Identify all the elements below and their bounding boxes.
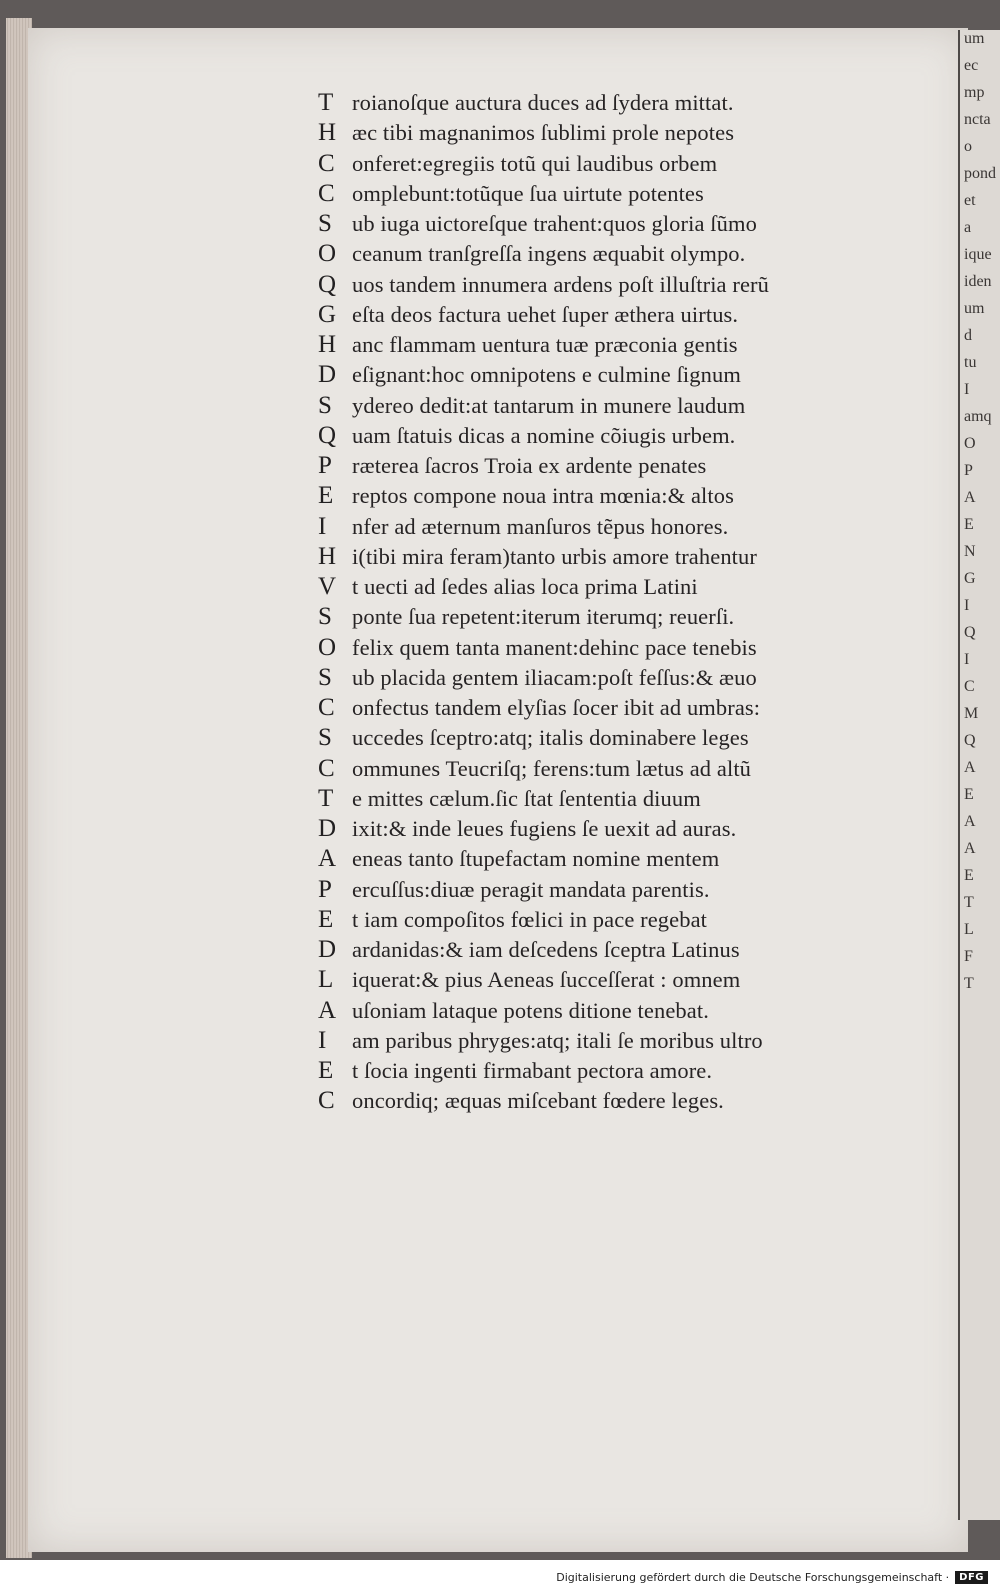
verse-text: ommunes Teucriſq; ferens:tum lætus ad altũ (352, 755, 752, 781)
verse-line (318, 693, 898, 723)
verse-line (318, 935, 898, 965)
verse-text: t iam compoſitos fœlici in pace regebat (352, 906, 708, 932)
verse-initial: C (318, 1087, 335, 1115)
verse-line (318, 512, 898, 542)
facing-page-line: amq (964, 408, 992, 425)
footer (556, 1571, 988, 1584)
facing-page-line: Q (964, 732, 976, 749)
verse-line (318, 421, 898, 451)
verse-initial: I (318, 512, 327, 540)
verse-initial: O (318, 240, 337, 268)
facing-page-line: M (964, 705, 979, 722)
verse-initial: A (318, 996, 337, 1024)
verse-text: oncordiq; æquas miſcebant fœdere leges. (352, 1088, 724, 1114)
verse-line (318, 1086, 898, 1116)
verse-line (318, 572, 898, 602)
verse-line (318, 633, 898, 663)
verse-line (318, 996, 898, 1026)
verse-initial: D (318, 815, 337, 842)
verse-text: uos tandem innumera ardens poſt illuſtria rerũ (352, 271, 769, 297)
verse-text: felix quem tanta manent:dehinc pace tenebis (352, 634, 757, 660)
facing-page-fragment (958, 30, 1000, 1520)
verse-text: roianoſque auctura duces ad ſydera mittat. (352, 90, 734, 115)
facing-page-line: G (964, 570, 976, 587)
facing-page-text (960, 30, 1000, 1002)
verse-text: ceanum tranſgreſſa ingens æquabit olympo. (352, 241, 746, 267)
verse-line (318, 239, 898, 269)
verse-line (318, 844, 898, 874)
verse-initial: T (318, 784, 334, 812)
verse-line (318, 723, 898, 753)
facing-page-line: iden (964, 273, 992, 290)
verse-initial: D (318, 361, 337, 389)
verse-line (318, 88, 898, 118)
verse-text: æc tibi magnanimos ſublimi prole nepotes (352, 120, 735, 146)
facing-page-line: I (964, 651, 970, 668)
verse-text: ixit:& inde leues fugiens ſe uexit ad auras. (352, 816, 737, 841)
verse-line (318, 481, 898, 511)
verse-initial: P (318, 452, 332, 479)
verse-text: uccedes ſceptro:atq; italis dominabere leges (352, 725, 749, 751)
verse-initial: Q (318, 270, 337, 298)
verse-line (318, 209, 898, 239)
facing-page-line: A (964, 489, 976, 506)
verse-initial: D (318, 936, 337, 963)
verse-initial: H (318, 542, 337, 570)
verse-text: reptos compone noua intra mœnia:& altos (352, 483, 734, 509)
verse-initial: I (318, 1026, 327, 1054)
facing-page-line: ncta (964, 111, 991, 128)
verse-initial: E (318, 1057, 334, 1084)
verse-line (318, 784, 898, 814)
facing-page-line: E (964, 786, 974, 803)
verse-initial: S (318, 210, 332, 237)
verse-initial: L (318, 966, 334, 994)
verse-initial: Q (318, 421, 337, 449)
facing-page-line: E (964, 867, 974, 884)
facing-page-line: um (964, 30, 985, 47)
verse-line (318, 179, 898, 209)
verse-text: e mittes cælum.ſic ſtat ſententia diuum (352, 785, 701, 811)
facing-page-line: A (964, 840, 976, 857)
facing-page-line: C (964, 678, 975, 695)
funding-credit: Digitalisierung gefördert durch die Deutsche Forschungsgemeinschaft · (556, 1571, 950, 1584)
verse-line (318, 905, 898, 935)
verse-initial: S (318, 603, 332, 631)
verse-initial: S (318, 724, 332, 752)
verse-initial: S (318, 663, 332, 691)
facing-page-line: T (964, 975, 974, 992)
verse-text: t uecti ad ſedes alias loca prima Latini (352, 574, 698, 599)
verse-initial: A (318, 845, 337, 873)
verse-initial: C (318, 754, 335, 782)
facing-page-line: o (964, 138, 972, 155)
verse-line (318, 754, 898, 784)
facing-page-line: d (964, 327, 972, 344)
facing-page-line: a (964, 219, 972, 236)
verse-text: uam ſtatuis dicas a nomine cõiugis urbem. (352, 422, 736, 448)
facing-page-line: ique (964, 246, 992, 263)
verse-initial: G (318, 300, 337, 328)
facing-page-line: N (964, 543, 976, 560)
facing-page-line: E (964, 516, 974, 533)
verse-initial: C (318, 149, 335, 177)
verse-line (318, 451, 898, 481)
verse-line (318, 330, 898, 360)
verse-line (318, 391, 898, 421)
verse-text: anc flammam uentura tuæ præconia gentis (352, 332, 738, 357)
facing-page-line: P (964, 462, 973, 479)
verse-line (318, 270, 898, 300)
verse-text: ponte ſua repetent:iterum iterumq; reuerſi. (352, 604, 735, 630)
verse-line (318, 360, 898, 390)
verse-initial: C (318, 694, 335, 721)
verse-text: am paribus phryges:atq; itali ſe moribus ultro (352, 1027, 763, 1053)
facing-page-line: tu (964, 354, 977, 371)
verse-line (318, 965, 898, 995)
verse-initial: P (318, 875, 332, 903)
facing-page-line: Q (964, 624, 976, 641)
facing-page-line: I (964, 597, 970, 614)
verse-line (318, 814, 898, 844)
dfg-logo: DFG (955, 1571, 988, 1584)
verse-line (318, 1056, 898, 1086)
facing-page-line: I (964, 381, 970, 398)
verse-text: eſignant:hoc omnipotens e culmine ſignum (352, 362, 741, 388)
verse-text: eneas tanto ſtupefactam nomine mentem (352, 846, 720, 872)
verse-text: iquerat:& pius Aeneas ſucceſſerat : omnem (352, 967, 741, 993)
verse-line (318, 602, 898, 632)
verse-initial: V (318, 573, 337, 600)
verse-line (318, 542, 898, 572)
verse-text: nfer ad æternum manſuros tẽpus honores. (352, 513, 729, 539)
verse-line (318, 663, 898, 693)
facing-page-line: ec (964, 57, 979, 74)
verse-initial: O (318, 633, 337, 661)
verse-initial: E (318, 905, 334, 933)
verse-line (318, 1026, 898, 1056)
verse-line (318, 149, 898, 179)
verse-text: ercuſſus:diuæ peragit mandata parentis. (352, 876, 710, 902)
verse-text: t ſocia ingenti firmabant pectora amore. (352, 1058, 713, 1083)
verse-text: omplebunt:totũque ſua uirtute potentes (352, 180, 704, 206)
facing-page-line: L (964, 921, 974, 938)
verse-text: ub iuga uictoreſque trahent:quos gloria ſũmo (352, 211, 757, 236)
verse-initial: C (318, 179, 335, 207)
facing-page-line: A (964, 813, 976, 830)
verse-line (318, 300, 898, 330)
verse-initial: T (318, 89, 334, 116)
verse-text: uſoniam lataque potens ditione tenebat. (352, 997, 709, 1023)
facing-page-line: F (964, 948, 973, 965)
facing-page-line: um (964, 300, 985, 317)
verse-text: onferet:egregiis totũ qui laudibus orbem (352, 150, 718, 176)
verse-text: ub placida gentem iliacam:poſt feſſus:& æuo (352, 664, 757, 690)
verse-text: onfectus tandem elyſias ſocer ibit ad umbras: (352, 695, 761, 720)
verse-initial: H (318, 331, 337, 358)
verse-text: eſta deos factura uehet ſuper æthera uirtus. (352, 301, 739, 327)
verse-line (318, 118, 898, 148)
verse-text: ræterea ſacros Troia ex ardente penates (352, 453, 707, 478)
facing-page-line: mp (964, 84, 985, 101)
verse-line (318, 875, 898, 905)
verse-initial: S (318, 391, 332, 419)
verse-text: ardanidas:& iam deſcedens ſceptra Latinus (352, 937, 740, 962)
verse-initial: E (318, 482, 334, 510)
facing-page-line: T (964, 894, 974, 911)
verse-text: ydereo dedit:at tantarum in munere laudum (352, 392, 746, 418)
verse-initial: H (318, 119, 337, 147)
poem-text-block (318, 88, 898, 1117)
facing-page-line: et (964, 192, 976, 209)
facing-page-line: O (964, 435, 976, 452)
facing-page-line: A (964, 759, 976, 776)
verse-text: i(tibi mira feram)tanto urbis amore trahentur (352, 543, 757, 569)
facing-page-line: pond (964, 165, 996, 182)
